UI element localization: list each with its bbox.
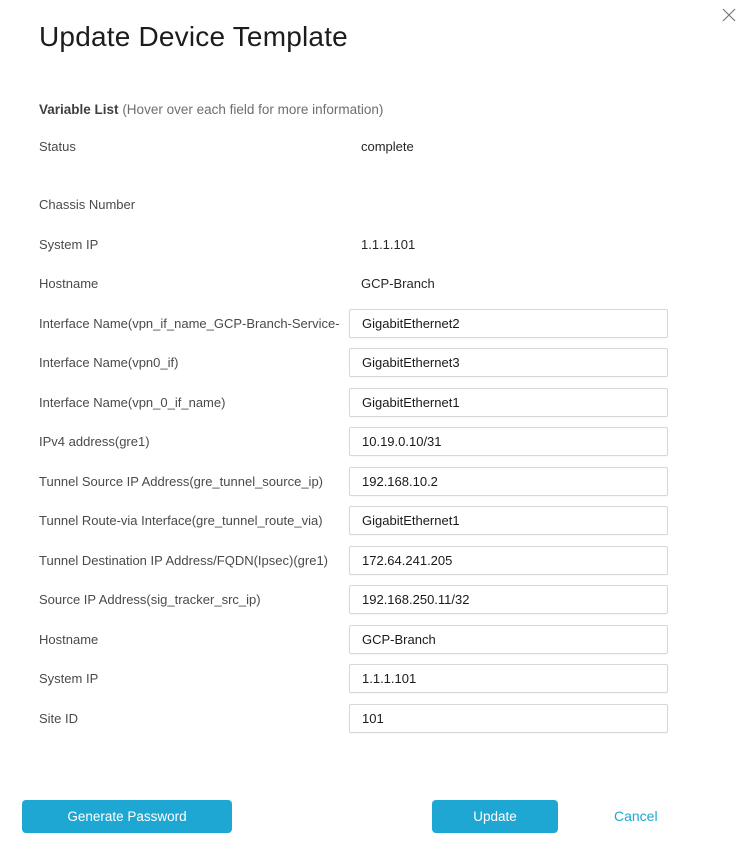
field-input[interactable]	[349, 625, 668, 654]
field-label: Tunnel Source IP Address(gre_tunnel_source_ip)	[39, 473, 324, 489]
field-label: Site ID	[39, 710, 79, 726]
generate-password-button[interactable]: Generate Password	[22, 800, 232, 833]
field-label: Interface Name(vpn_if_name_GCP-Branch-Service-	[39, 315, 340, 331]
form-row-input	[39, 462, 713, 502]
form-row-input	[39, 501, 713, 541]
field-input[interactable]	[349, 309, 668, 338]
field-input[interactable]	[349, 427, 668, 456]
form-row-static	[39, 225, 713, 265]
field-input[interactable]	[349, 467, 668, 496]
field-value-readonly: GCP-Branch	[361, 276, 435, 292]
field-input[interactable]	[349, 348, 668, 377]
form-row-static	[39, 185, 713, 225]
form-row-input	[39, 541, 713, 581]
form-row-input	[39, 580, 713, 620]
dialog-footer	[0, 800, 752, 833]
form-row-input	[39, 699, 713, 739]
field-value-readonly: complete	[361, 139, 414, 155]
field-input[interactable]	[349, 388, 668, 417]
field-label: Hostname	[39, 631, 99, 647]
field-input[interactable]	[349, 546, 668, 575]
field-label: Status	[39, 139, 76, 155]
close-icon[interactable]	[720, 6, 738, 24]
form-row-input	[39, 422, 713, 462]
update-button[interactable]: Update	[432, 800, 558, 833]
field-label: System IP	[39, 236, 99, 252]
field-input[interactable]	[349, 506, 668, 535]
close-icon-glyph	[722, 8, 736, 22]
form-row-input	[39, 304, 713, 344]
form-row-static	[39, 127, 713, 167]
field-label: Interface Name(vpn0_if)	[39, 355, 179, 371]
variable-list-form	[39, 127, 713, 738]
cancel-link[interactable]: Cancel	[614, 808, 658, 824]
variable-list-heading: Variable List	[39, 102, 119, 117]
field-input[interactable]	[349, 585, 668, 614]
field-label: Tunnel Destination IP Address/FQDN(Ipsec)(gre1)	[39, 552, 329, 568]
field-input[interactable]	[349, 664, 668, 693]
field-input[interactable]	[349, 704, 668, 733]
field-label: Chassis Number	[39, 197, 136, 213]
form-row-input	[39, 659, 713, 699]
form-row-input	[39, 343, 713, 383]
field-label: System IP	[39, 671, 99, 687]
variable-list-section-header	[39, 102, 383, 117]
field-value-readonly: 1.1.1.101	[361, 236, 416, 252]
field-label: IPv4 address(gre1)	[39, 434, 150, 450]
field-label: Tunnel Route-via Interface(gre_tunnel_route_via)	[39, 513, 323, 529]
field-label: Interface Name(vpn_0_if_name)	[39, 394, 226, 410]
page-title: Update Device Template	[39, 21, 348, 52]
variable-list-hint: (Hover over each field for more information)	[122, 102, 384, 117]
form-row-input	[39, 383, 713, 423]
form-row-input	[39, 620, 713, 660]
field-label: Source IP Address(sig_tracker_src_ip)	[39, 592, 261, 608]
field-label: Hostname	[39, 276, 99, 292]
form-row-static	[39, 264, 713, 304]
